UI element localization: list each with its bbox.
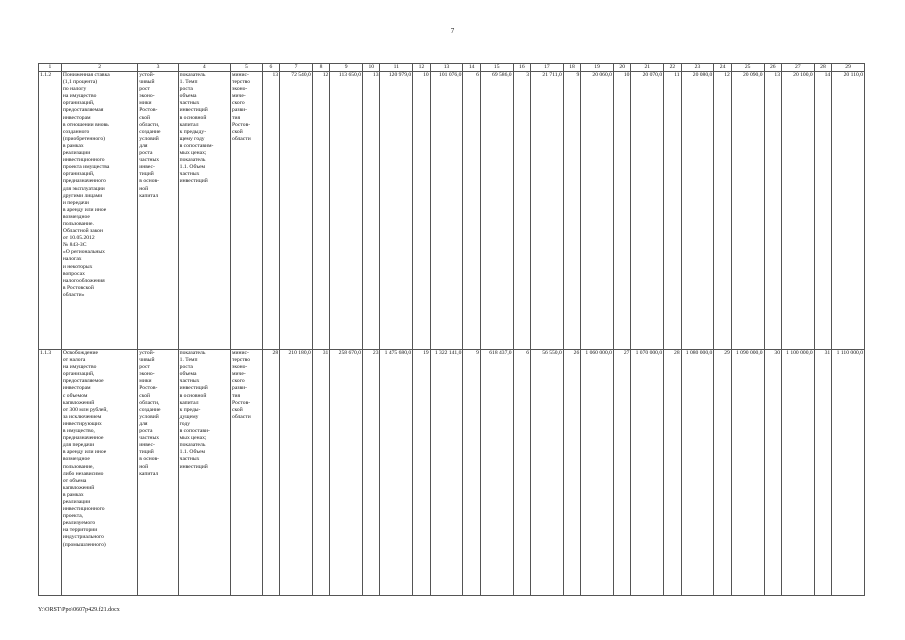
count-cell: 13 — [764, 72, 781, 350]
amount-cell: 20 080,0 — [681, 72, 714, 350]
header-cell: 9 — [330, 64, 363, 72]
goal-cell: устой- чивый рост эконо- мики Ростов- ской области, создание условий для роста частных инвес- тиций в основ- ной капитал — [138, 72, 178, 350]
header-cell: 3 — [138, 64, 178, 72]
amount-cell: 72 540,0 — [280, 72, 313, 350]
header-cell: 24 — [714, 64, 731, 72]
amount-cell: 1 322 141,0 — [430, 350, 463, 596]
count-cell: 9 — [463, 350, 480, 596]
count-cell: 6 — [463, 72, 480, 350]
amount-cell: 20 070,0 — [631, 72, 664, 350]
header-cell: 28 — [814, 64, 831, 72]
amount-cell: 20 090,0 — [731, 72, 764, 350]
count-cell: 13 — [363, 72, 380, 350]
count-cell: 14 — [814, 72, 831, 350]
amount-cell: 1 080 000,0 — [681, 350, 714, 596]
table-row — [39, 72, 865, 350]
amount-cell: 1 090 000,0 — [731, 350, 764, 596]
count-cell: 30 — [764, 350, 781, 596]
count-cell: 31 — [814, 350, 831, 596]
count-cell: 6 — [513, 350, 530, 596]
count-cell: 13 — [262, 72, 279, 350]
header-cell: 17 — [531, 64, 564, 72]
header-cell: 12 — [413, 64, 430, 72]
count-cell: 12 — [714, 72, 731, 350]
amount-cell: 618 437,0 — [480, 350, 513, 596]
amount-cell: 56 550,0 — [531, 350, 564, 596]
goal-cell: устой- чивый рост эконо- мики Ростов- ской области, создание условий для роста частных инвес- тиций в основ- ной капитал — [138, 350, 178, 596]
table-header-row — [39, 64, 865, 72]
curator-cell: минис- терство эконо- миче- ского разви- тия Ростов- ской области — [231, 72, 263, 350]
amount-cell: 20 100,0 — [781, 72, 814, 350]
header-cell: 2 — [61, 64, 137, 72]
row-number: 1.1.3 — [39, 350, 62, 596]
amount-cell: 1 100 000,0 — [781, 350, 814, 596]
count-cell: 28 — [664, 350, 681, 596]
header-cell: 29 — [832, 64, 865, 72]
header-cell: 27 — [781, 64, 814, 72]
amount-cell: 258 670,0 — [330, 350, 363, 596]
amount-cell: 1 060 000,0 — [581, 350, 614, 596]
page-number: 7 — [450, 27, 455, 35]
header-cell: 20 — [613, 64, 630, 72]
header-cell: 25 — [731, 64, 764, 72]
count-cell: 23 — [363, 350, 380, 596]
header-cell: 8 — [312, 64, 329, 72]
header-cell: 19 — [581, 64, 614, 72]
amount-cell: 101 076,0 — [430, 72, 463, 350]
measure-description: Пониженная ставка (1,1 процента) по налогу на имущество организаций, предоставляемая инвесторам в отношении вновь созданного (приобретенного) в рамках реализации инвестиционного проекта имущества организаций, предназначенного для эксплуатации другими лицами и передачи в аренду или иное возмездное пользование. Областной закон от 10.05.2012 № 843-ЗС «О региональных налогах и некоторых вопросах налогообложения в Ростовской области» — [61, 72, 137, 350]
count-cell: 9 — [563, 72, 580, 350]
amount-cell: 69 586,0 — [480, 72, 513, 350]
amount-cell: 1 110 000,0 — [832, 350, 865, 596]
count-cell: 28 — [262, 350, 279, 596]
row-number: 1.1.2 — [39, 72, 62, 350]
header-cell: 14 — [463, 64, 480, 72]
table-row — [39, 350, 865, 596]
header-cell: 15 — [480, 64, 513, 72]
count-cell: 29 — [714, 350, 731, 596]
count-cell: 27 — [613, 350, 630, 596]
header-cell: 11 — [380, 64, 413, 72]
header-cell: 22 — [664, 64, 681, 72]
amount-cell: 20 110,0 — [832, 72, 865, 350]
count-cell: 10 — [613, 72, 630, 350]
header-cell: 5 — [231, 64, 263, 72]
amount-cell: 20 060,0 — [581, 72, 614, 350]
header-cell: 13 — [430, 64, 463, 72]
footer-file-path: Y:\ORST\Ppo\0607p429.f21.docx — [38, 607, 120, 613]
header-cell: 23 — [681, 64, 714, 72]
amount-cell: 1 475 680,0 — [380, 350, 413, 596]
count-cell: 26 — [563, 350, 580, 596]
count-cell: 10 — [413, 72, 430, 350]
count-cell: 11 — [664, 72, 681, 350]
measure-description: Освобождение от налога на имущество организаций, предоставляемое инвесторам с объемом капвложений от 300 млн рублей, за исключением инвестирующих в имущество, предназначенное для передачи в аренду или иное возмездное пользование, либо независимо от объема капвложений в рамках реализации инвестиционного проекта, реализуемого на территории индустриального (промышленного) — [61, 350, 137, 596]
count-cell: 31 — [312, 350, 329, 596]
header-cell: 10 — [363, 64, 380, 72]
amount-cell: 210 180,0 — [280, 350, 313, 596]
data-table — [38, 63, 865, 596]
amount-cell: 21 711,0 — [531, 72, 564, 350]
header-cell: 6 — [262, 64, 279, 72]
indicator-cell: показатель 1. Темп роста объема частных инвестиций в основной капитал к преды- дущему году в сопостави- мых ценах; показатель 1.1. Объем частных инвестиций — [178, 350, 230, 596]
header-cell: 21 — [631, 64, 664, 72]
header-cell: 4 — [178, 64, 230, 72]
header-cell: 26 — [764, 64, 781, 72]
curator-cell: минис- терство эконо- миче- ского разви- тия Ростов- ской области — [231, 350, 263, 596]
header-cell: 16 — [513, 64, 530, 72]
count-cell: 12 — [312, 72, 329, 350]
count-cell: 19 — [413, 350, 430, 596]
count-cell: 3 — [513, 72, 530, 350]
header-cell: 7 — [280, 64, 313, 72]
header-cell: 1 — [39, 64, 62, 72]
header-cell: 18 — [563, 64, 580, 72]
amount-cell: 120 979,0 — [380, 72, 413, 350]
amount-cell: 113 650,0 — [330, 72, 363, 350]
indicator-cell: показатель 1. Темп роста объема частных инвестиций в основной капитал к предыду- щему году в сопоставим- мых ценах; показатель 1.1. Объем частных инвестиций — [178, 72, 230, 350]
amount-cell: 1 070 000,0 — [631, 350, 664, 596]
